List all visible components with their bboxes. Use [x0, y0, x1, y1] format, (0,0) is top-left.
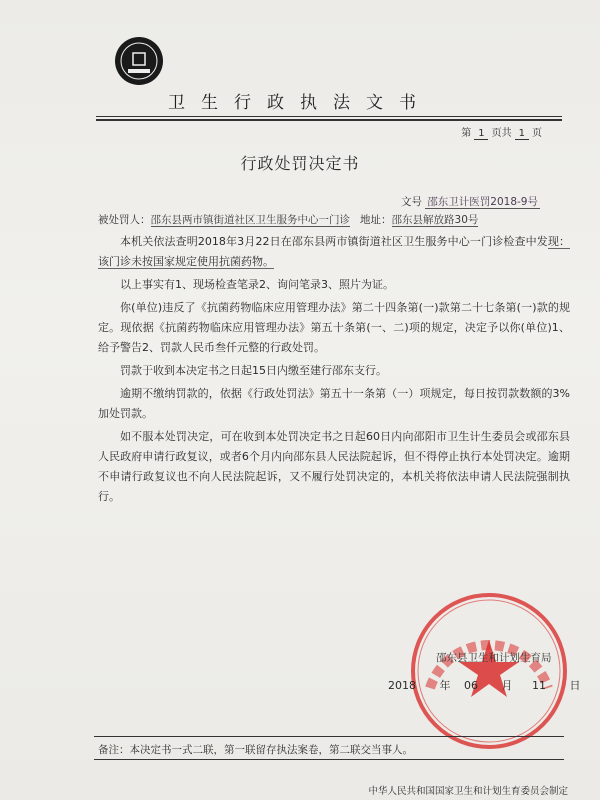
header-rule-thin — [96, 116, 562, 117]
issuer-footer: 中华人民共和国国家卫生和计划生育委员会制定 — [368, 786, 568, 797]
violation-paragraph: 你(单位)违反了《抗菌药物临床应用管理办法》第二十四条第(一)款第二十七条第(一)款的规定。现依据《抗菌药物临床应用管理办法》第五十条第(一、二)项的规定，决定予以你(单位)1、给予警告2、罚款人民币叁仟元整的行政处罚。 — [98, 301, 570, 354]
evidence-paragraph: 以上事实有1、现场检查笔录2、询问笔录3、照片为证。 — [120, 278, 394, 291]
issue-date: 2018 年 06 月 11 日 — [388, 679, 581, 692]
party-address: 邵东县解放路30号 — [391, 214, 479, 226]
late-fee-paragraph: 逾期不缴纳罚款的，依据《行政处罚法》第五十一条第（一）项规定，每日按罚款数额的3%加处罚款。 — [98, 387, 570, 420]
header-rule-thick — [96, 119, 562, 121]
payment-paragraph: 罚款于收到本决定书之日起15日内缴至建行邵东支行。 — [120, 364, 387, 377]
document-number-value: 邵东卫计医罚2018-9号 — [427, 196, 538, 208]
remarks-note: 备注：本决定书一式二联，第一联留存执法案卷，第二联交当事人。 — [98, 744, 413, 756]
issuing-authority: 邵东县卫生和计划生育局 — [436, 652, 552, 664]
findings-paragraph: 本机关依法查明2018年3月22日在邵东县两市镇街道社区卫生服务中心一门诊检查中发现：该门诊未按国家规定使用抗菌药物。 — [98, 235, 570, 268]
penalized-party: 被处罚人：邵东县两市镇街道社区卫生服务中心一门诊 地址：邵东县解放路30号 — [98, 214, 479, 226]
note-divider — [94, 736, 564, 737]
document-number: 文号 邵东卫计医罚2018-9号 — [400, 196, 538, 208]
health-inspection-emblem — [114, 36, 164, 86]
official-seal — [408, 590, 570, 752]
document-title: 行政处罚决定书 — [240, 154, 360, 173]
document-body — [98, 232, 570, 510]
header-title: 卫生行政执法文书 — [168, 93, 432, 113]
party-name: 邵东县两市镇街道社区卫生服务中心一门诊 — [150, 214, 350, 226]
appeal-paragraph: 如不服本处罚决定，可在收到本处罚决定书之日起60日内向邵阳市卫生计生委员会或邵东县人民政府申请行政复议，或者6个月内向邵东县人民法院起诉，但不得停止执行本处罚决定。逾期不申请行政复议也不向人民法院起诉，又不履行处罚决定的，本机关将依法申请人民法院强制执行。 — [98, 430, 570, 503]
page-number: 第 1 页共 1 页 — [461, 128, 542, 139]
note-divider-bottom — [94, 759, 564, 760]
